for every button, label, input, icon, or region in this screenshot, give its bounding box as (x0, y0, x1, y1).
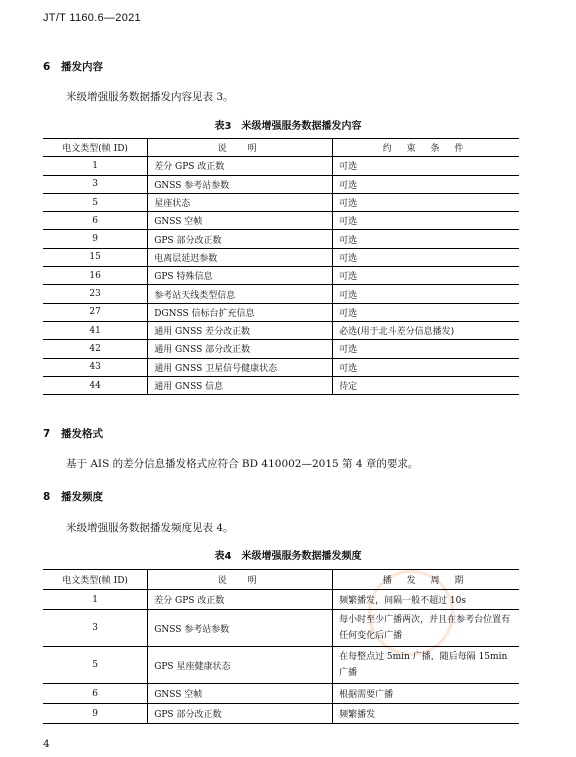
constraint-cell: 可选 (333, 248, 519, 266)
table-row (43, 157, 519, 175)
table-row (43, 590, 519, 610)
desc-cell: 通用 GNSS 部分改正数 (148, 340, 333, 358)
section-6-heading (43, 59, 103, 74)
constraint-cell: 待定 (333, 376, 519, 394)
section-7-paragraph: 基于 AIS 的差分信息播发格式应符合 BD 410002—2015 第 4 章的要求。 (66, 458, 419, 470)
section-7-heading (43, 426, 103, 441)
constraint-cell: 可选 (333, 267, 519, 285)
desc-cell: 星座状态 (148, 193, 333, 211)
id-cell: 1 (43, 157, 148, 175)
id-cell: 41 (43, 321, 148, 339)
section-6-paragraph: 米级增强服务数据播发内容见表 3。 (66, 91, 234, 103)
desc-cell: 差分 GPS 改正数 (148, 157, 333, 175)
table-row (43, 248, 519, 266)
id-cell: 3 (43, 610, 148, 647)
desc-cell: GPS 部分改正数 (148, 704, 333, 724)
section-number: 8 (43, 491, 51, 503)
table-row (43, 704, 519, 724)
id-cell: 6 (43, 684, 148, 704)
desc-cell: 通用 GNSS 卫星信号健康状态 (148, 358, 333, 376)
section-title: 播发频度 (61, 491, 103, 503)
section-title: 播发内容 (61, 61, 103, 73)
table-row (43, 376, 519, 394)
desc-cell: GNSS 空帧 (148, 684, 333, 704)
table-4 (43, 569, 519, 724)
id-cell: 5 (43, 193, 148, 211)
desc-cell: GNSS 参考站参数 (148, 175, 333, 193)
table-4-caption: 表4 米级增强服务数据播发频度 (214, 551, 362, 562)
table-row (43, 684, 519, 704)
desc-cell: DGNSS 信标台扩充信息 (148, 303, 333, 321)
document-code: JT/T 1160.6—2021 (43, 12, 141, 24)
section-number: 7 (43, 428, 51, 440)
table-row (43, 647, 519, 684)
column-header: 播 发 周 期 (333, 570, 519, 590)
table-row (43, 193, 519, 211)
constraint-cell: 可选 (333, 230, 519, 248)
period-cell: 频繁播发 (333, 704, 519, 724)
desc-cell: 通用 GNSS 信息 (148, 376, 333, 394)
id-cell: 43 (43, 358, 148, 376)
table-row (43, 321, 519, 339)
period-cell: 频繁播发，间隔一般不超过 10s (333, 590, 519, 610)
column-header: 说 明 (148, 139, 333, 157)
section-8-paragraph: 米级增强服务数据播发频度见表 4。 (66, 522, 234, 534)
table-row (43, 303, 519, 321)
table-row (43, 610, 519, 647)
id-cell: 6 (43, 212, 148, 230)
id-cell: 16 (43, 267, 148, 285)
period-cell: 根据需要广播 (333, 684, 519, 704)
table-row (43, 230, 519, 248)
section-8-heading (43, 489, 103, 504)
id-cell: 27 (43, 303, 148, 321)
table-row (43, 340, 519, 358)
constraint-cell: 可选 (333, 175, 519, 193)
desc-cell: 差分 GPS 改正数 (148, 590, 333, 610)
desc-cell: GNSS 参考站参数 (148, 610, 333, 647)
constraint-cell: 可选 (333, 358, 519, 376)
table-3 (43, 138, 519, 395)
id-cell: 44 (43, 376, 148, 394)
desc-cell: 电离层延迟参数 (148, 248, 333, 266)
table-row (43, 285, 519, 303)
id-cell: 15 (43, 248, 148, 266)
id-cell: 5 (43, 647, 148, 684)
table-row (43, 358, 519, 376)
section-title: 播发格式 (61, 428, 103, 440)
page-number: 4 (43, 738, 50, 750)
id-cell: 9 (43, 704, 148, 724)
constraint-cell: 可选 (333, 157, 519, 175)
id-cell: 9 (43, 230, 148, 248)
constraint-cell: 可选 (333, 303, 519, 321)
section-number: 6 (43, 61, 51, 73)
table-header-row (43, 570, 519, 590)
desc-cell: GPS 星座健康状态 (148, 647, 333, 684)
constraint-cell: 必选(用于北斗差分信息播发) (333, 321, 519, 339)
column-header: 电文类型(帧 ID) (43, 570, 148, 590)
table-3-caption: 表3 米级增强服务数据播发内容 (214, 121, 362, 132)
desc-cell: 参考站天线类型信息 (148, 285, 333, 303)
table-row (43, 212, 519, 230)
id-cell: 42 (43, 340, 148, 358)
constraint-cell: 可选 (333, 212, 519, 230)
desc-cell: GNSS 空帧 (148, 212, 333, 230)
desc-cell: GPS 部分改正数 (148, 230, 333, 248)
id-cell: 1 (43, 590, 148, 610)
id-cell: 23 (43, 285, 148, 303)
constraint-cell: 可选 (333, 193, 519, 211)
period-cell: 在每整点过 5min 广播，随后每隔 15min 广播 (333, 647, 519, 684)
desc-cell: 通用 GNSS 差分改正数 (148, 321, 333, 339)
column-header: 说 明 (148, 570, 333, 590)
column-header: 约 束 条 件 (333, 139, 519, 157)
constraint-cell: 可选 (333, 340, 519, 358)
id-cell: 3 (43, 175, 148, 193)
column-header: 电文类型(帧 ID) (43, 139, 148, 157)
constraint-cell: 可选 (333, 285, 519, 303)
period-cell: 每小时至少广播两次，并且在参考台位置有任何变化后广播 (333, 610, 519, 647)
table-row (43, 267, 519, 285)
table-header-row (43, 139, 519, 157)
desc-cell: GPS 特殊信息 (148, 267, 333, 285)
table-row (43, 175, 519, 193)
